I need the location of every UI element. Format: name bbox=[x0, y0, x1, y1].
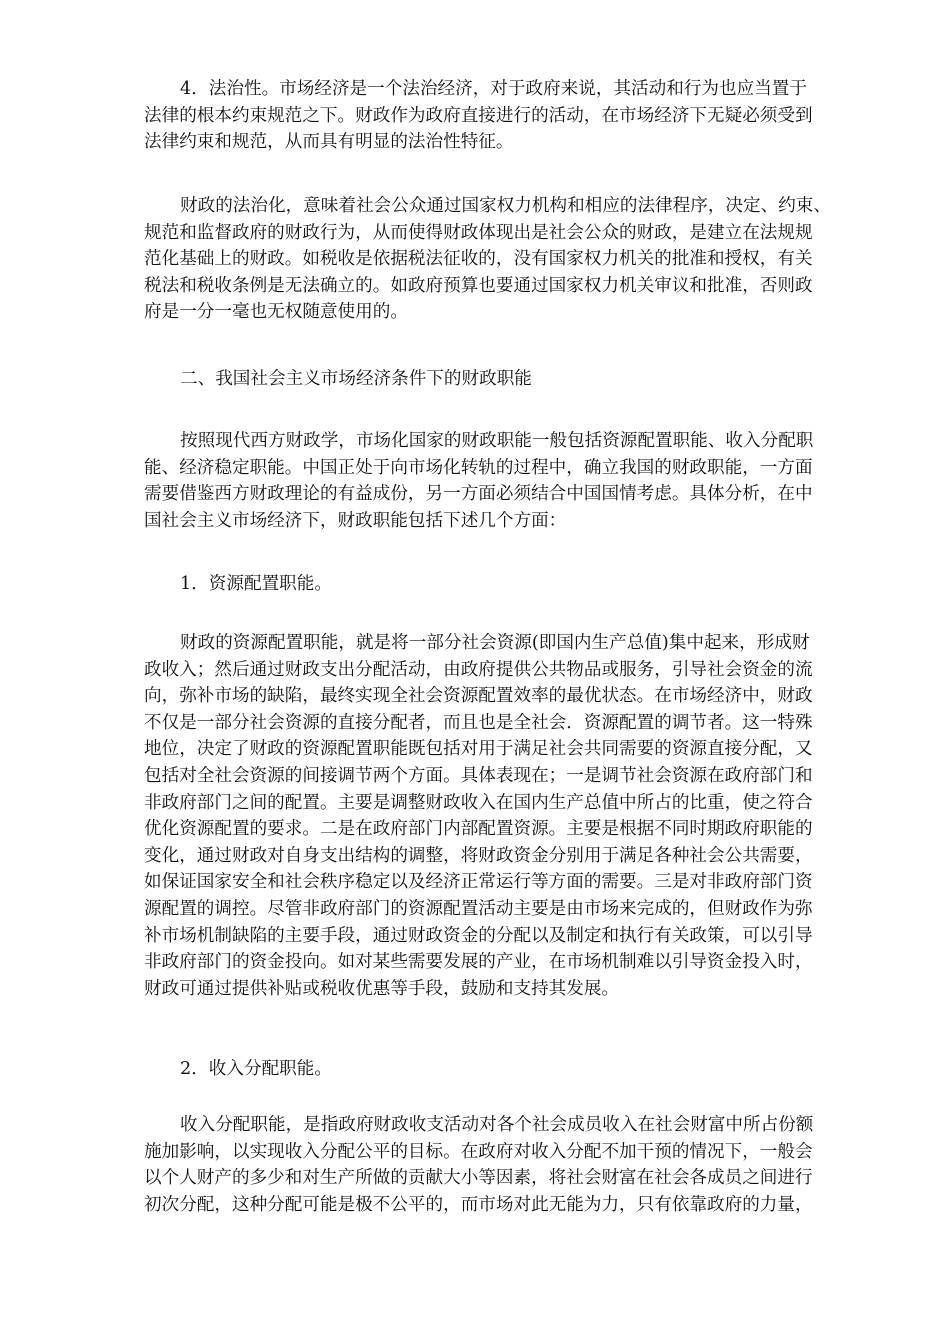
text-line: 补市场机制缺陷的主要手段，通过财政资金的分配以及制定和执行有关政策，可以引导 bbox=[144, 925, 813, 946]
text-line: 以个人财产的多少和对生产所做的贡献大小等因素，将社会财富在社会各成员之间进行 bbox=[144, 1168, 813, 1189]
text-line: 向，弥补市场的缺陷，最终实现全社会资源配置效率的最优状态。在市场经济中，财政 bbox=[144, 686, 813, 707]
text-line: 非政府部门之间的配置。主要是调整财政收入在国内生产总值中所占的比重，使之符合 bbox=[144, 792, 813, 813]
text-line: 如保证国家安全和社会秩序稳定以及经济正常运行等方面的需要。三是对非政府部门资 bbox=[144, 872, 813, 893]
text-line: 地位，决定了财政的资源配置职能既包括对用于满足社会共同需要的资源直接分配，又 bbox=[144, 739, 813, 760]
text-line: 变化，通过财政对自身支出结构的调整，将财政资金分别用于满足各种社会公共需要， bbox=[144, 845, 813, 866]
paragraph-functions-intro bbox=[144, 428, 888, 534]
text-line: 需要借鉴西方财政理论的有益成份，另一方面必须结合中国国情考虑。具体分析，在中 bbox=[144, 484, 813, 505]
text-line: 优化资源配置的要求。二是在政府部门内部配置资源。主要是根据不同时期政府职能的 bbox=[144, 819, 813, 840]
heading-text: 二、我国社会主义市场经济条件下的财政职能 bbox=[180, 369, 532, 389]
text-line: 财政可通过提供补贴或税收优惠等手段，鼓励和支持其发展。 bbox=[144, 978, 620, 999]
text-line: 税法和税收条例是无法确立的。如政府预算也要通过国家权力机关审议和批准，否则政 bbox=[144, 275, 813, 296]
paragraph-resource-allocation bbox=[144, 630, 888, 1002]
text-line: 源配置的调控。尽管非政府部门的资源配置活动主要是由市场来完成的，但财政作为弥 bbox=[144, 898, 813, 919]
text-line: 法律的根本约束规范之下。财政作为政府直接进行的活动，在市场经济下无疑必须受到 bbox=[144, 105, 813, 126]
text-line: 政收入；然后通过财政支出分配活动，由政府提供公共物品或服务，引导社会资金的流 bbox=[144, 659, 813, 680]
text-line: 初次分配，这种分配可能是极不公平的，而市场对此无能为力，只有依靠政府的力量， bbox=[144, 1194, 813, 1215]
subheading-text: 2．收入分配职能。 bbox=[180, 1059, 332, 1079]
subheading-resource-allocation bbox=[144, 571, 888, 598]
text-line: 法律约束和规范，从而具有明显的法治性特征。 bbox=[144, 132, 514, 153]
text-line: 施加影响，以实现收入分配公平的目标。在政府对收入分配不加干预的情况下，一般会 bbox=[144, 1141, 813, 1162]
paragraph-legalization bbox=[144, 193, 888, 326]
text-line: 非政府部门的资金投向。如对某些需要发展的产业，在市场机制难以引导资金投入时， bbox=[144, 952, 813, 973]
text-line: 收入分配职能，是指政府财政收支活动对各个社会成员收入在社会财富中所占份额 bbox=[180, 1115, 814, 1135]
text-line: 不仅是一部分社会资源的直接分配者，而且也是全社会．资源配置的调节者。这一特殊 bbox=[144, 712, 813, 733]
section-heading bbox=[144, 366, 888, 393]
text-line: 财政的资源配置职能，就是将一部分社会资源(即国内生产总值)集中起来，形成财 bbox=[180, 633, 810, 653]
paragraph-income-distribution bbox=[144, 1112, 888, 1218]
text-line: 范化基础上的财政。如税收是依据税法征收的，没有国家权力机关的批准和授权，有关 bbox=[144, 249, 813, 270]
text-line: 府是一分一毫也无权随意使用的。 bbox=[144, 302, 408, 323]
text-line: 4．法治性。市场经济是一个法治经济，对于政府来说，其活动和行为也应当置于 bbox=[180, 79, 807, 99]
text-line: 包括对全社会资源的间接调节两个方面。具体表现在；一是调节社会资源在政府部门和 bbox=[144, 765, 813, 786]
text-line: 财政的法治化，意味着社会公众通过国家权力机构和相应的法律程序，决定、约束、 bbox=[180, 196, 831, 216]
text-line: 国社会主义市场经济下，财政职能包括下述几个方面： bbox=[144, 510, 567, 531]
subheading-income-distribution bbox=[144, 1056, 888, 1083]
text-line: 按照现代西方财政学，市场化国家的财政职能一般包括资源配置职能、收入分配职 bbox=[180, 431, 814, 451]
text-line: 能、经济稳定职能。中国正处于向市场化转轨的过程中，确立我国的财政职能，一方面 bbox=[144, 457, 813, 478]
paragraph-rule-of-law bbox=[144, 76, 888, 156]
subheading-text: 1．资源配置职能。 bbox=[180, 574, 332, 594]
text-line: 规范和监督政府的财政行为，从而使得财政体现出是社会公众的财政，是建立在法规规 bbox=[144, 222, 813, 243]
